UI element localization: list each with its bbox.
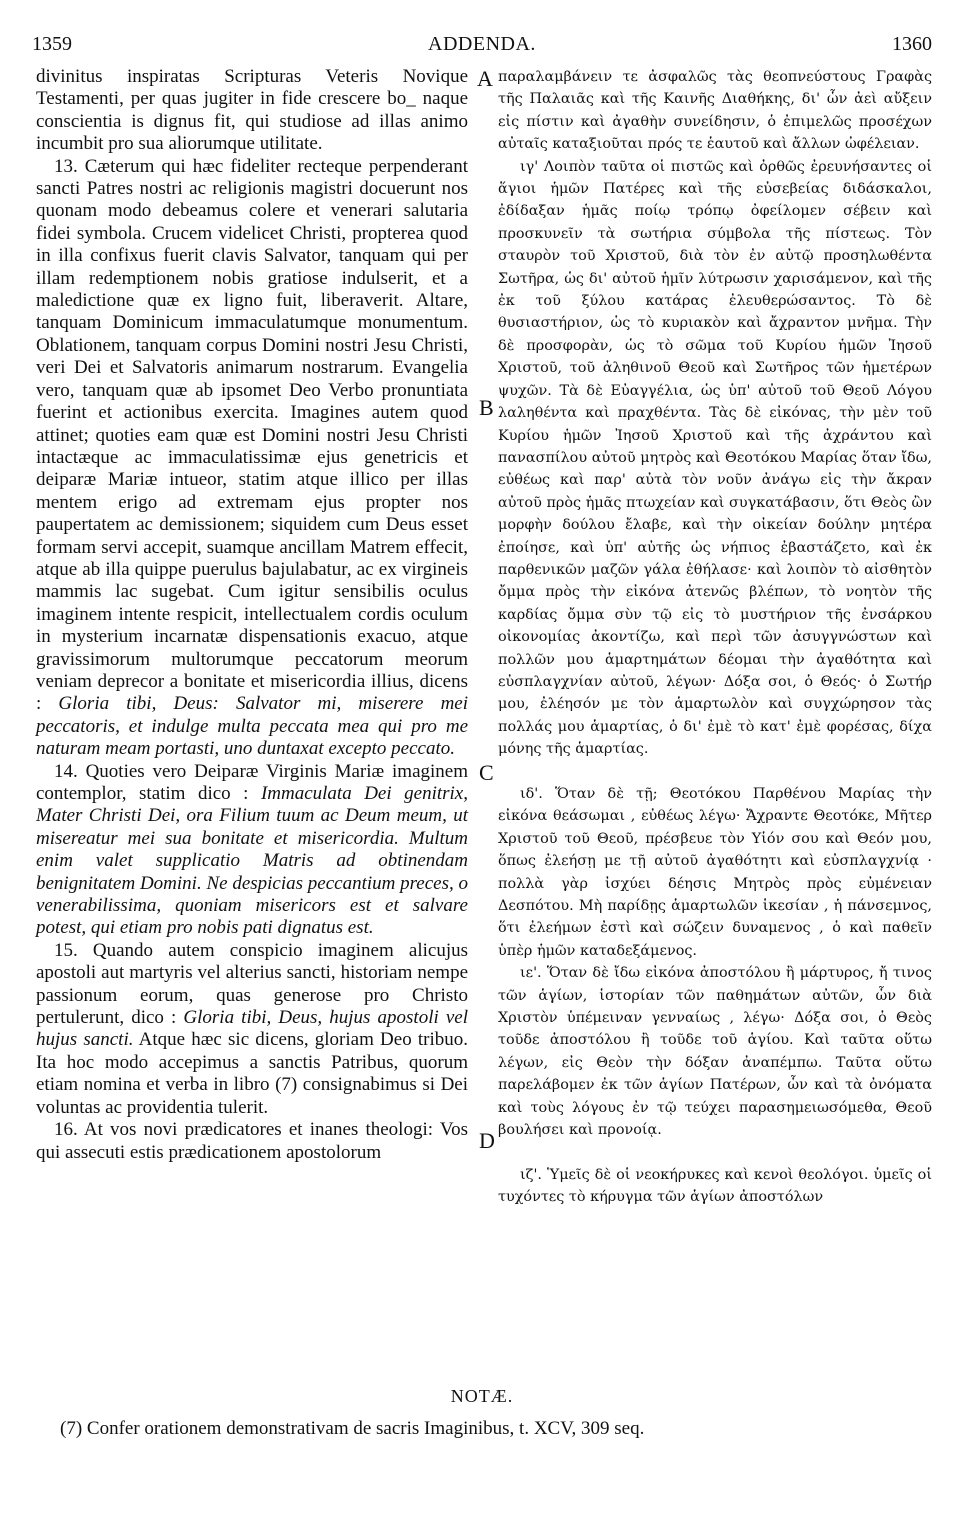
- greek-paragraph-16: ιζ'. Ὑμεῖς δὲ οἱ νεοκήρυκες καὶ κενοὶ θεολόγοι. ὑμεῖς οἱ τυχόντες τὸ κήρυγμα τῶν ἁγίων ἀποστόλων: [498, 1166, 932, 1206]
- latin-column: [36, 66, 468, 1164]
- margin-marker-b: B: [479, 395, 494, 420]
- greek-paragraph-13: ιγ' Λοιπὸν ταῦτα οἱ πιστῶς καὶ ὀρθῶς ἐρευνήσαντες οἱ ἅγιοι ἡμῶν Πατέρες καὶ τῆς εὐσεβείας διδάσκαλοι, ἐδίδαξαν ἡμᾶς ποίῳ τρόπῳ ὀφείλομεν σέβειν καὶ προσκυνεῖν τὰ σωτήρια σύμβολα τῆς πίστεως. Τὸν σταυρὸν τοῦ Χριστοῦ, διὰ τὸν ἐν αὐτῷ προσηλωθέντα Σωτῆρα, ὡς δι' αὐτοῦ ἡμῖν λύτρωσιν χαρισάμενον, καὶ τῆς ἐκ τοῦ ξύλου κατάρας ἐλευθερώσαντος. Τὸ δὲ θυσιαστήριον, ὡς τὸ κυριακὸν καὶ ἄχραντον μνῆμα. Τὴν δὲ προσφορὰν, ὡς τὸ σῶμα τοῦ Κυρίου ἡμῶν Ἰησοῦ Χριστοῦ, τοῦ ἀληθινοῦ Θεοῦ καὶ Σωτῆρος τῶν ἡμετέρων ψυχῶν. Τὰ δὲ Εὐαγγέλια, ὡς ὑπ' αὐτοῦ τοῦ Θεοῦ Λόγου λαληθέντα καὶ πραχθέντα. Τὰς δὲ εἰκόνας, τὴν μὲν τοῦ Κυρίου ἡμῶν Ἰησοῦ Χριστοῦ καὶ τῆς ἀχράντου καὶ πανασπίλου αὐτοῦ μητρὸς καὶ Θεοτόκου Μαρίας ὅταν ἴδω, εὐθέως καὶ παρ' αὐτὰ τὸν νοῦν ἀνάγω εἰς τὴν ἄκραν αὐτοῦ πρὸς ἡμᾶς πτωχείαν καὶ συγκατάβασιν, ὅτι Θεὸς ὢν μορφὴν δούλου ἔλαβε, καὶ τὴν οἰκείαν δούλην μητέρα ἐποίησε, καὶ ὑπ' αὐτῆς ὡς νήπιος ἐβαστάζετο, καὶ ἐκ παρθενικῶν μαζῶν γάλα ἐθήλασε· καὶ λοιπὸν τὸ αἰσθητὸν ὄμμα πρὸς τὴν εἰκόνα ἀτενῶς βλέπων, τὸ νοητὸν τῆς καρδίας ὄμμα σὺν τῷ εἰς τὸ μυστήριον τῆς ἐνσάρκου οἰκονομίας ἀκοντίζω, καὶ περὶ τῶν ἀσυγγνώστων καὶ πολλῶν μου ἁμαρτημάτων δέομαι τὴν ἀγαθότητα καὶ εὐσπλαγχνίαν αὐτοῦ, λέγων· Δόξα σοι, ὁ Θεός· ὁ Σωτήρ μου, ἐλέησόν με τὸν ἁμαρτωλὸν καὶ συγχώρησον τὰς πολλάς μου ἁμαρτίας, ὁ δι' ἐμὲ τὸ κατ' ἐμὲ φορέσας, δίχα μόνης τῆς ἁμαρτίας.: [498, 158, 932, 758]
- latin-paragraph-14: [36, 761, 468, 940]
- notes-heading: NOTÆ.: [450, 1386, 514, 1406]
- greek-paragraph-intro: παραλαμβάνειν τε ἀσφαλῶς τὰς θεοπνεύστους Γραφὰς τῆς Παλαιᾶς καὶ τῆς Καινῆς Διαθήκης, δι' ὧν ἀεὶ αὔξειν εἰς πίστιν καὶ ἀγαθὴν συνείδησιν, ὁ ἐπιμελῶς προσέχων αὐταῖς καταξιοῦται πρός τε ἑαυτοῦ καὶ ἄλλων ὠφέλειαν.: [498, 69, 932, 153]
- latin-p15-prayer: Gloria tibi, Deus, hujus apostoli vel hujus sancti.: [36, 1007, 469, 1051]
- margin-marker-a: A: [477, 66, 493, 91]
- greek-paragraph-14: ιδ'. Ὅταν δὲ τῇ; Θεοτόκου Παρθένου Μαρίας τὴν εἰκόνα θεάσωμαι , εὐθέως λέγω· Ἄχραντε Θεοτόκε, Μῆτερ Χριστοῦ τοῦ Θεοῦ, πρέσβευε τὸν Υἱόν σου καὶ Θεόν μου, ὅπως ἐλεήσῃ με τῇ αὐτοῦ ἀγαθότητι καὶ εὐσπλαγχνίᾳ · πολλὰ γὰρ ἰσχύει δέησις Μητρὸς πρὸς εὐμένειαν Δεσπότου. Μὴ παρίδῃς ἁμαρτωλῶν ἱκεσίαν , ἡ πάνσεμνος, ὅτι ἐλεήμων ἐστὶ καὶ σώζειν δυναμενος , ὁ καὶ παθεῖν ὑπὲρ ἡμῶν καταδεξάμενος.: [498, 785, 932, 959]
- latin-p14-prayer: Immaculata Dei genitrix, Mater Christi Dei, ora Filium tuum ac Deum meum, ut misereatur mei sua bonitate et misericordia. Multum enim valet supplicatio Matris ad obtinendam benignitatem Domini. Ne despicias peccantium preces, o venerabilissima, quoniam misericors est et salvare potest, qui etiam pro nobis pati dignatus est.: [36, 783, 468, 939]
- greek-spacer-2: [498, 1141, 932, 1163]
- latin-paragraph-intro: divinitus inspiratas Scripturas Veteris Novique Testamenti, per quas jugiter in fide crescere bo_ naque conscientia is dignus fit, qui studiose ad illas animo incumbit pro sua aliorumque utilitate.: [36, 66, 468, 155]
- greek-paragraph-15: ιε'. Ὅταν δὲ ἴδω εἰκόνα ἀποστόλου ἢ μάρτυρος, ἤ τινος τῶν ἁγίων, ἱστορίαν τῶν παθημάτων αὐτῶν, ὧν διὰ Χριστὸν ὑπέμειναν γενναίως , λέγω· Δόξα σοι, ὁ Θεὸς τοῦδε ἀποστόλου ἢ τοῦδε τοῦ ἁγίου. Καὶ ταῦτα οὕτω λέγων, εἰς Θεὸν τὴν δόξαν ἀναπέμπω. Ταῦτα οὕτω παρελάβομεν ἐκ τῶν ἁγίων Πατέρων, ὧν καὶ τὰ ὀνόματα καὶ τοὺς λόγους ἐν τῷ τεύχει παρασημειωσόμεθα, Θεοῦ βουλήσει καὶ προνοίᾳ.: [498, 965, 932, 1139]
- latin-paragraph-15: [36, 940, 468, 1119]
- running-head: ADDENDA.: [428, 33, 536, 55]
- latin-p13-text: 13. Cæterum qui hæc fideliter recteque perpenderant sancti Patres nostri ac religionis magistri docuerunt nos quonam modo debeamus colere et venerari salutaria fidei symbola. Crucem videlicet Christi, propterea quod in illa confixus fuerit clavis Salvator, tanquam qui per illam redemptionem nobis gratiose indulserit, et a maledictione quæ ex ligno fuit, liberaverit. Altare, tanquam Dominicum immaculatumque monumentum. Oblationem, tanquam corpus Domini nostri Jesu Christi, veri Dei et Salvatoris animarum nostrarum. Evangelia vero, tanquam quæ ab ipsomet Deo Verbo pronuntiata fuerint et actionibus exercita. Imagines autem quod attinet; quoties eam quæ est Domini nostri Jesu Christi intactæque ac immaculatissimæ ejus genetricis et deiparæ Mariæ intueor, statim atque illico per illas mentem erigo ad extremam ejus propter nos paupertatem ac demissionem; siquidem cum Deus esset formam servi accepit, suamque ancillam Matrem effecit, atque ab illa quippe puerulus bajulabatur, ac ex virgineis mammis lac sugebat. Cum igitur sensibilis oculus imaginem intente respicit, intellectualem cordis oculum in mysterium incarnatæ dispensationis exacuo, atque gravissimorum multorumque peccatorum meorum veniam deprecor a bonitate et misericordia illius, dicens :: [36, 155, 468, 715]
- latin-paragraph-13: [36, 156, 468, 761]
- latin-p15-rest: Atque hæc sic dicens, gloriam Deo tribuo. Ita hoc modo accepimus a sanctis Patribus, quorum etiam nomina et verba in libro (7) consignabimus si Dei voluntas ac providentia tulerit.: [36, 1029, 468, 1118]
- margin-marker-d: D: [479, 1128, 495, 1153]
- latin-p15-text: 15. Quando autem conspicio imaginem alicujus apostoli aut martyris vel alterius sancti, historiam nempe passionum eorum, quas generose pro Christo pertulerunt, dico :: [36, 939, 468, 1029]
- footnote-7: (7) Confer orationem demonstrativam de sacris Imaginibus, t. XCV, 309 seq.: [60, 1418, 645, 1439]
- latin-p14-text: 14. Quoties vero Deiparæ Virginis Mariæ imaginem contemplor, statim dico :: [36, 760, 468, 804]
- page-number-left: 1359: [32, 33, 72, 55]
- page-number-right: 1360: [892, 33, 932, 55]
- greek-spacer: [498, 761, 932, 783]
- latin-p13-prayer: Gloria tibi, Deus: Salvator mi, miserere mei peccatoris, et indulge multa peccata mea qui pro me naturam meam portasti, uno duntaxat excepto peccato.: [36, 693, 468, 760]
- page-header: [32, 33, 932, 59]
- margin-marker-c: C: [479, 760, 494, 785]
- greek-column: [498, 66, 932, 1209]
- latin-paragraph-16: 16. At vos novi prædicatores et inanes theologi: Vos qui assecuti estis prædicationem apostolorum: [36, 1119, 468, 1163]
